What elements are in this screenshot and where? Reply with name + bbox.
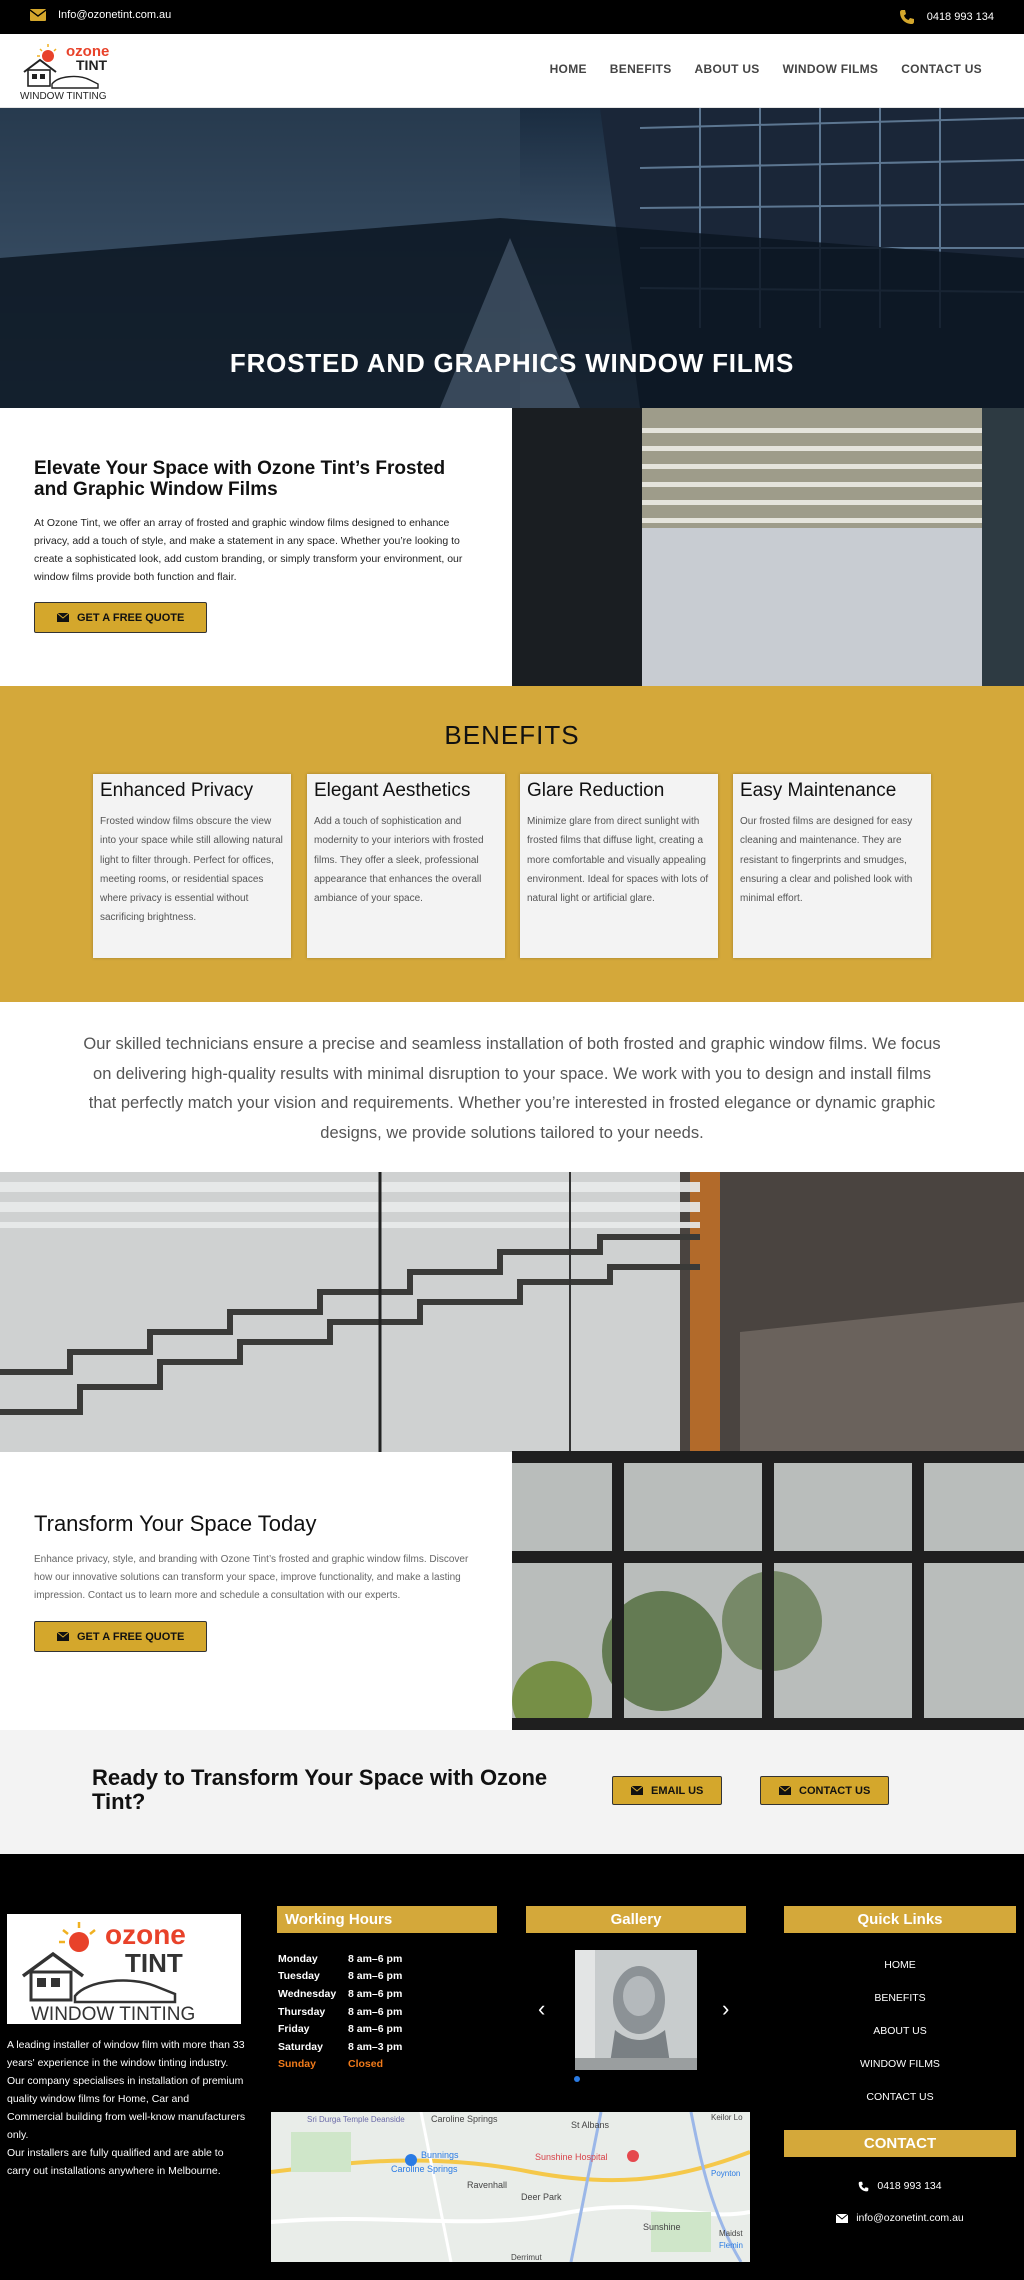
hours-time: 8 am–6 pm: [348, 1987, 403, 2000]
envelope-icon: [30, 9, 46, 21]
gallery-prev-arrow-icon[interactable]: ‹: [538, 1996, 546, 2021]
footer-logo-ozone: ozone: [105, 1919, 186, 1950]
window-grid-image: [512, 1451, 1024, 1730]
nav-benefits[interactable]: BENEFITS: [609, 62, 672, 76]
nav-home[interactable]: HOME: [549, 62, 587, 76]
top-bar: [0, 0, 1024, 34]
envelope-icon: [631, 1786, 643, 1795]
hours-day: Tuesday: [278, 1970, 320, 1983]
site-footer: [0, 1854, 1024, 2280]
footer-link-benefits[interactable]: BENEFITS: [874, 1992, 926, 2004]
footer-about-text: A leading installer of window film with more than 33 years' experience in the window tinting industry. Our company specialises in installation of premium quality window films for Home, Car and Commercial building from well-know manufacturers only. Our installers are fully qualified and are able to carry out installations anywhere in Melbourne.: [7, 2039, 246, 2177]
hours-time: 8 am–6 pm: [348, 2023, 403, 2036]
hero-title: FROSTED AND GRAPHICS WINDOW FILMS: [229, 348, 795, 378]
hours-day: Friday: [278, 2023, 310, 2036]
email-us-label: EMAIL US: [651, 1784, 704, 1797]
logo-word-tint: TINT: [76, 57, 108, 73]
benefit-card-privacy: [93, 774, 291, 958]
contact-us-label: CONTACT US: [799, 1784, 871, 1797]
intro-body: At Ozone Tint, we offer an array of frosted and graphic window films designed to enhance privacy, add a touch of style, and make a statement in any space. Whether you’re looking to create a sophisticated look, add custom branding, or simply transform your environment, our window films provide both function and flair.: [34, 517, 463, 583]
hours-row: [278, 2003, 418, 2021]
hours-day: Saturday: [278, 2040, 323, 2053]
footer-logo-graphic: [7, 1914, 241, 2024]
email-us-button[interactable]: [612, 1776, 722, 1805]
logo-word-ozone: ozone: [66, 43, 110, 60]
benefits-title: BENEFITS: [444, 720, 580, 750]
benefit-card-maintenance: [733, 774, 931, 958]
map-label: Poynton: [711, 2169, 741, 2178]
working-hours-list: [278, 1950, 418, 2073]
footer-link-contact-us[interactable]: CONTACT US: [866, 2091, 934, 2103]
hours-day: Thursday: [278, 2005, 326, 2018]
benefit-card-title: Enhanced Privacy: [100, 780, 254, 801]
gallery-dot-indicator[interactable]: [574, 2076, 580, 2082]
hero-banner: [0, 108, 1024, 408]
benefit-card-body: Add a touch of sophistication and modernity to your interiors with frosted films. They offer a sleek, professional appearance that enhances the overall ambiance of your space.: [314, 816, 484, 905]
hours-time: 8 am–6 pm: [348, 2005, 403, 2018]
ozone-tint-logo[interactable]: [18, 40, 130, 102]
footer-phone[interactable]: [784, 2180, 1016, 2192]
hours-time: 8 am–6 pm: [348, 1952, 403, 1965]
footer-link-home[interactable]: HOME: [884, 1959, 916, 1971]
map-label: Deer Park: [521, 2192, 562, 2202]
hours-time: Closed: [348, 2058, 384, 2071]
benefit-card-title: Glare Reduction: [527, 780, 665, 801]
footer-phone-text: 0418 993 134: [877, 2180, 942, 2192]
hours-row: [278, 2020, 418, 2038]
graphic-film-photo: [0, 1172, 1024, 1452]
phone-icon: [899, 9, 915, 25]
intro-heading: Elevate Your Space with Ozone Tint’s Frosted and Graphic Window Films: [34, 458, 446, 500]
quick-links-title: Quick Links: [784, 1906, 1016, 1933]
footer-link-about-us[interactable]: ABOUT US: [873, 2025, 927, 2037]
contact-title: CONTACT: [784, 2130, 1016, 2157]
footer-logo-tint: TINT: [125, 1948, 183, 1978]
map-label: Caroline Springs: [431, 2114, 498, 2124]
topbar-phone-text[interactable]: 0418 993 134: [926, 11, 994, 23]
envelope-icon: [57, 613, 69, 622]
map-label: Flemin: [719, 2241, 744, 2250]
hours-day: Sunday: [278, 2058, 316, 2071]
transform-text-block: [34, 1511, 474, 1652]
hours-row: [278, 1950, 418, 1968]
envelope-icon: [779, 1786, 791, 1795]
cta-section: [0, 1730, 1024, 1854]
map-graphic: [271, 2112, 750, 2262]
map-label: Caroline Springs: [391, 2164, 458, 2174]
frosted-window-photo: [512, 408, 1024, 686]
hours-row: [278, 1985, 418, 2003]
graphic-film-glass-image: [0, 1172, 1024, 1452]
footer-logo[interactable]: [7, 1914, 241, 2024]
envelope-icon: [57, 1632, 69, 1641]
map-label: St Albans: [571, 2120, 610, 2130]
map-label: Ravenhall: [467, 2180, 508, 2190]
main-nav: [550, 62, 982, 76]
footer-email[interactable]: [784, 2212, 1016, 2224]
footer-link-window-films[interactable]: WINDOW FILMS: [860, 2058, 940, 2070]
location-map[interactable]: [271, 2112, 750, 2262]
transform-heading: Transform Your Space Today: [34, 1511, 317, 1536]
get-quote-label: GET A FREE QUOTE: [77, 611, 185, 624]
benefit-card-body: Our frosted films are designed for easy cleaning and maintenance. They are resistant to fingerprints and smudges, ensuring a clear and polished look with minimal effort.: [740, 816, 913, 905]
get-quote-label: GET A FREE QUOTE: [77, 1630, 185, 1643]
nav-about-us[interactable]: ABOUT US: [694, 62, 760, 76]
benefit-card-body: Frosted window films obscure the view into your space while still allowing natural light to filter through. Perfect for offices, meeting rooms, or residential spaces where privacy is essential without sacrificing brightness.: [100, 816, 283, 924]
phone-icon: [858, 2181, 869, 2192]
logo-tagline: WINDOW TINTING: [20, 91, 107, 102]
transform-section: [0, 1451, 1024, 1730]
footer-logo-tagline: WINDOW TINTING: [31, 2004, 196, 2024]
gallery-photo: [575, 1950, 697, 2070]
hours-day: Wednesday: [278, 1987, 337, 2000]
get-quote-button-2[interactable]: [34, 1621, 207, 1652]
topbar-email[interactable]: [30, 9, 171, 21]
map-label: Sri Durga Temple Deanside: [307, 2115, 405, 2124]
get-quote-button[interactable]: [34, 602, 207, 633]
frosted-window-image: [512, 408, 1024, 686]
intro-section: [0, 408, 1024, 686]
footer-email-text: info@ozonetint.com.au: [856, 2212, 964, 2224]
hours-row: [278, 2038, 418, 2056]
gallery-next-arrow-icon[interactable]: ›: [722, 1996, 730, 2021]
benefits-section: [0, 686, 1024, 1002]
hours-row-sunday: [278, 2056, 418, 2074]
hours-day: Monday: [278, 1952, 318, 1965]
site-header: [0, 34, 1024, 108]
topbar-email-text[interactable]: Info@ozonetint.com.au: [58, 9, 172, 21]
window-grid-photo: [512, 1451, 1024, 1730]
hours-time: 8 am–3 pm: [348, 2040, 403, 2053]
map-label: Derrimut: [511, 2253, 542, 2262]
map-label: Keilor Lo: [711, 2113, 743, 2122]
gallery-title: Gallery: [526, 1906, 746, 1933]
benefit-card-aesthetics: [307, 774, 505, 958]
transform-body: Enhance privacy, style, and branding with Ozone Tint’s frosted and graphic window films. Discover how our innovative solutions can transform your space, improve functionality, and make a lasting impression. Contact us to learn more and schedule a consultation with our experts.: [34, 1554, 469, 1601]
topbar-phone[interactable]: [899, 9, 994, 25]
hours-time: 8 am–6 pm: [348, 1970, 403, 1983]
hours-row: [278, 1968, 418, 1986]
benefit-card-title: Easy Maintenance: [740, 780, 897, 801]
map-label: Sunshine: [643, 2222, 681, 2232]
installation-paragraph: Our skilled technicians ensure a precise and seamless installation of both frosted and graphic window films. We focus on delivering high-quality results with minimal disruption to your space. We work with you to design and install films that perfectly match your vision and requirements. Whether you’re interested in frosted elegance or dynamic graphic designs, we provide solutions tailored to your needs.: [83, 1035, 941, 1142]
gallery-image[interactable]: [575, 1950, 697, 2070]
map-label: Maidst: [719, 2229, 743, 2238]
nav-contact-us[interactable]: CONTACT US: [901, 62, 982, 76]
benefit-card-glare: [520, 774, 718, 958]
intro-text-block: [34, 458, 464, 633]
map-label: Bunnings: [421, 2150, 459, 2160]
cta-heading: Ready to Transform Your Space with Ozone Tint?: [92, 1765, 548, 1814]
envelope-icon: [836, 2214, 848, 2223]
benefit-card-body: Minimize glare from direct sunlight with frosted films that diffuse light, creating a more comfortable and visually appealing environment. Ideal for spaces with lots of natural light or artificial glare.: [527, 816, 709, 905]
benefit-card-title: Elegant Aesthetics: [314, 780, 471, 801]
working-hours-title: Working Hours: [277, 1906, 497, 1933]
map-label: Sunshine Hospital: [535, 2152, 608, 2162]
contact-us-button[interactable]: [760, 1776, 889, 1805]
nav-window-films[interactable]: WINDOW FILMS: [782, 62, 879, 76]
